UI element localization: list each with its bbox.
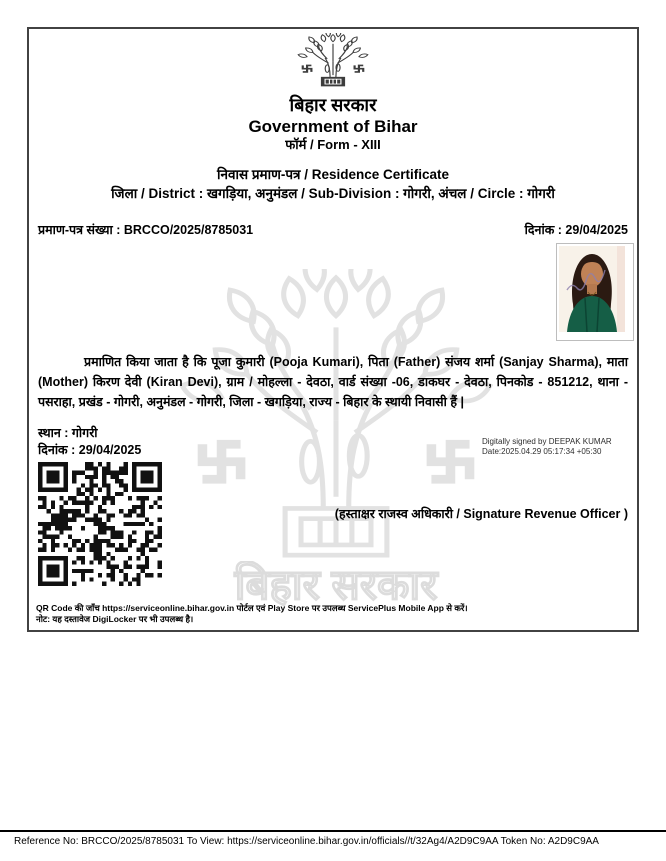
digilocker-note: नोट: यह दस्तावेज DigiLocker पर भी उपलब्ध है। bbox=[36, 613, 194, 624]
issue-place: स्थान : गोगरी bbox=[38, 426, 98, 440]
certificate-meta-row bbox=[38, 221, 628, 238]
digital-signature-line1: Digitally signed by DEEPAK KUMAR bbox=[482, 437, 612, 446]
issue-date: दिनांक : 29/04/2025 bbox=[38, 443, 142, 457]
revenue-officer-signature-caption: (हस्ताक्षर राजस्व अधिकारी / Signature Revenue Officer ) bbox=[334, 507, 628, 521]
footer-divider bbox=[0, 830, 666, 832]
watermark-text: बिहार सरकार bbox=[234, 561, 438, 608]
digital-signature-line2: Date:2025.04.29 05:17:34 +05:30 bbox=[482, 447, 602, 456]
certificate-number: प्रमाण-पत्र संख्या : BRCCO/2025/8785031 bbox=[38, 223, 254, 237]
footer-reference-line: Reference No: BRCCO/2025/8785031 To View: https://serviceonline.bihar.gov.in/officials//t/32Ag4/A2D9C9AA Token No: A2D9C9AA bbox=[14, 836, 599, 847]
certificate-header bbox=[29, 33, 637, 203]
form-number: फॉर्म / Form - XIII bbox=[285, 137, 381, 152]
certificate-frame bbox=[27, 27, 639, 632]
applicant-photo bbox=[556, 243, 634, 341]
bihar-emblem-logo-icon bbox=[297, 33, 369, 87]
qr-verification-note: QR Code की जाँच https://serviceonline.bihar.gov.in पोर्टल एवं Play Store पर उपलब्ध ServicePlus Mobile App से करें। bbox=[36, 603, 468, 613]
digital-signature-block bbox=[482, 437, 612, 457]
district-subdivision-circle-line: जिला / District : खगड़िया, अनुमंडल / Sub-Division : गोगरी, अंचल / Circle : गोगरी bbox=[111, 186, 555, 201]
certificate-body-text: प्रमाणित किया जाता है कि पूजा कुमारी (Pooja Kumari), पिता (Father) संजय शर्मा (Sanjay Sharma), माता (Mother) किरण देवी (Kiran Devi), ग्राम / मोहल्ला - देवठा, वार्ड संख्या -06, डाकघर - देवठा, पिनकोड - 851212, थाना - पसराहा, प्रखंड - गोगरी, अनुमंडल - गोगरी, जिला - खगड़िया, राज्य - बिहार के स्थायी निवासी हैं | bbox=[38, 355, 628, 409]
org-name-hindi: बिहार सरकार bbox=[289, 95, 377, 115]
qr-code bbox=[38, 462, 162, 586]
verification-notes bbox=[36, 603, 630, 624]
org-name-english: Government of Bihar bbox=[248, 117, 418, 136]
bihar-emblem-watermark-icon bbox=[177, 269, 495, 613]
certificate-title: निवास प्रमाण-पत्र / Residence Certificate bbox=[216, 167, 450, 182]
certificate-date: दिनांक : 29/04/2025 bbox=[524, 223, 628, 237]
